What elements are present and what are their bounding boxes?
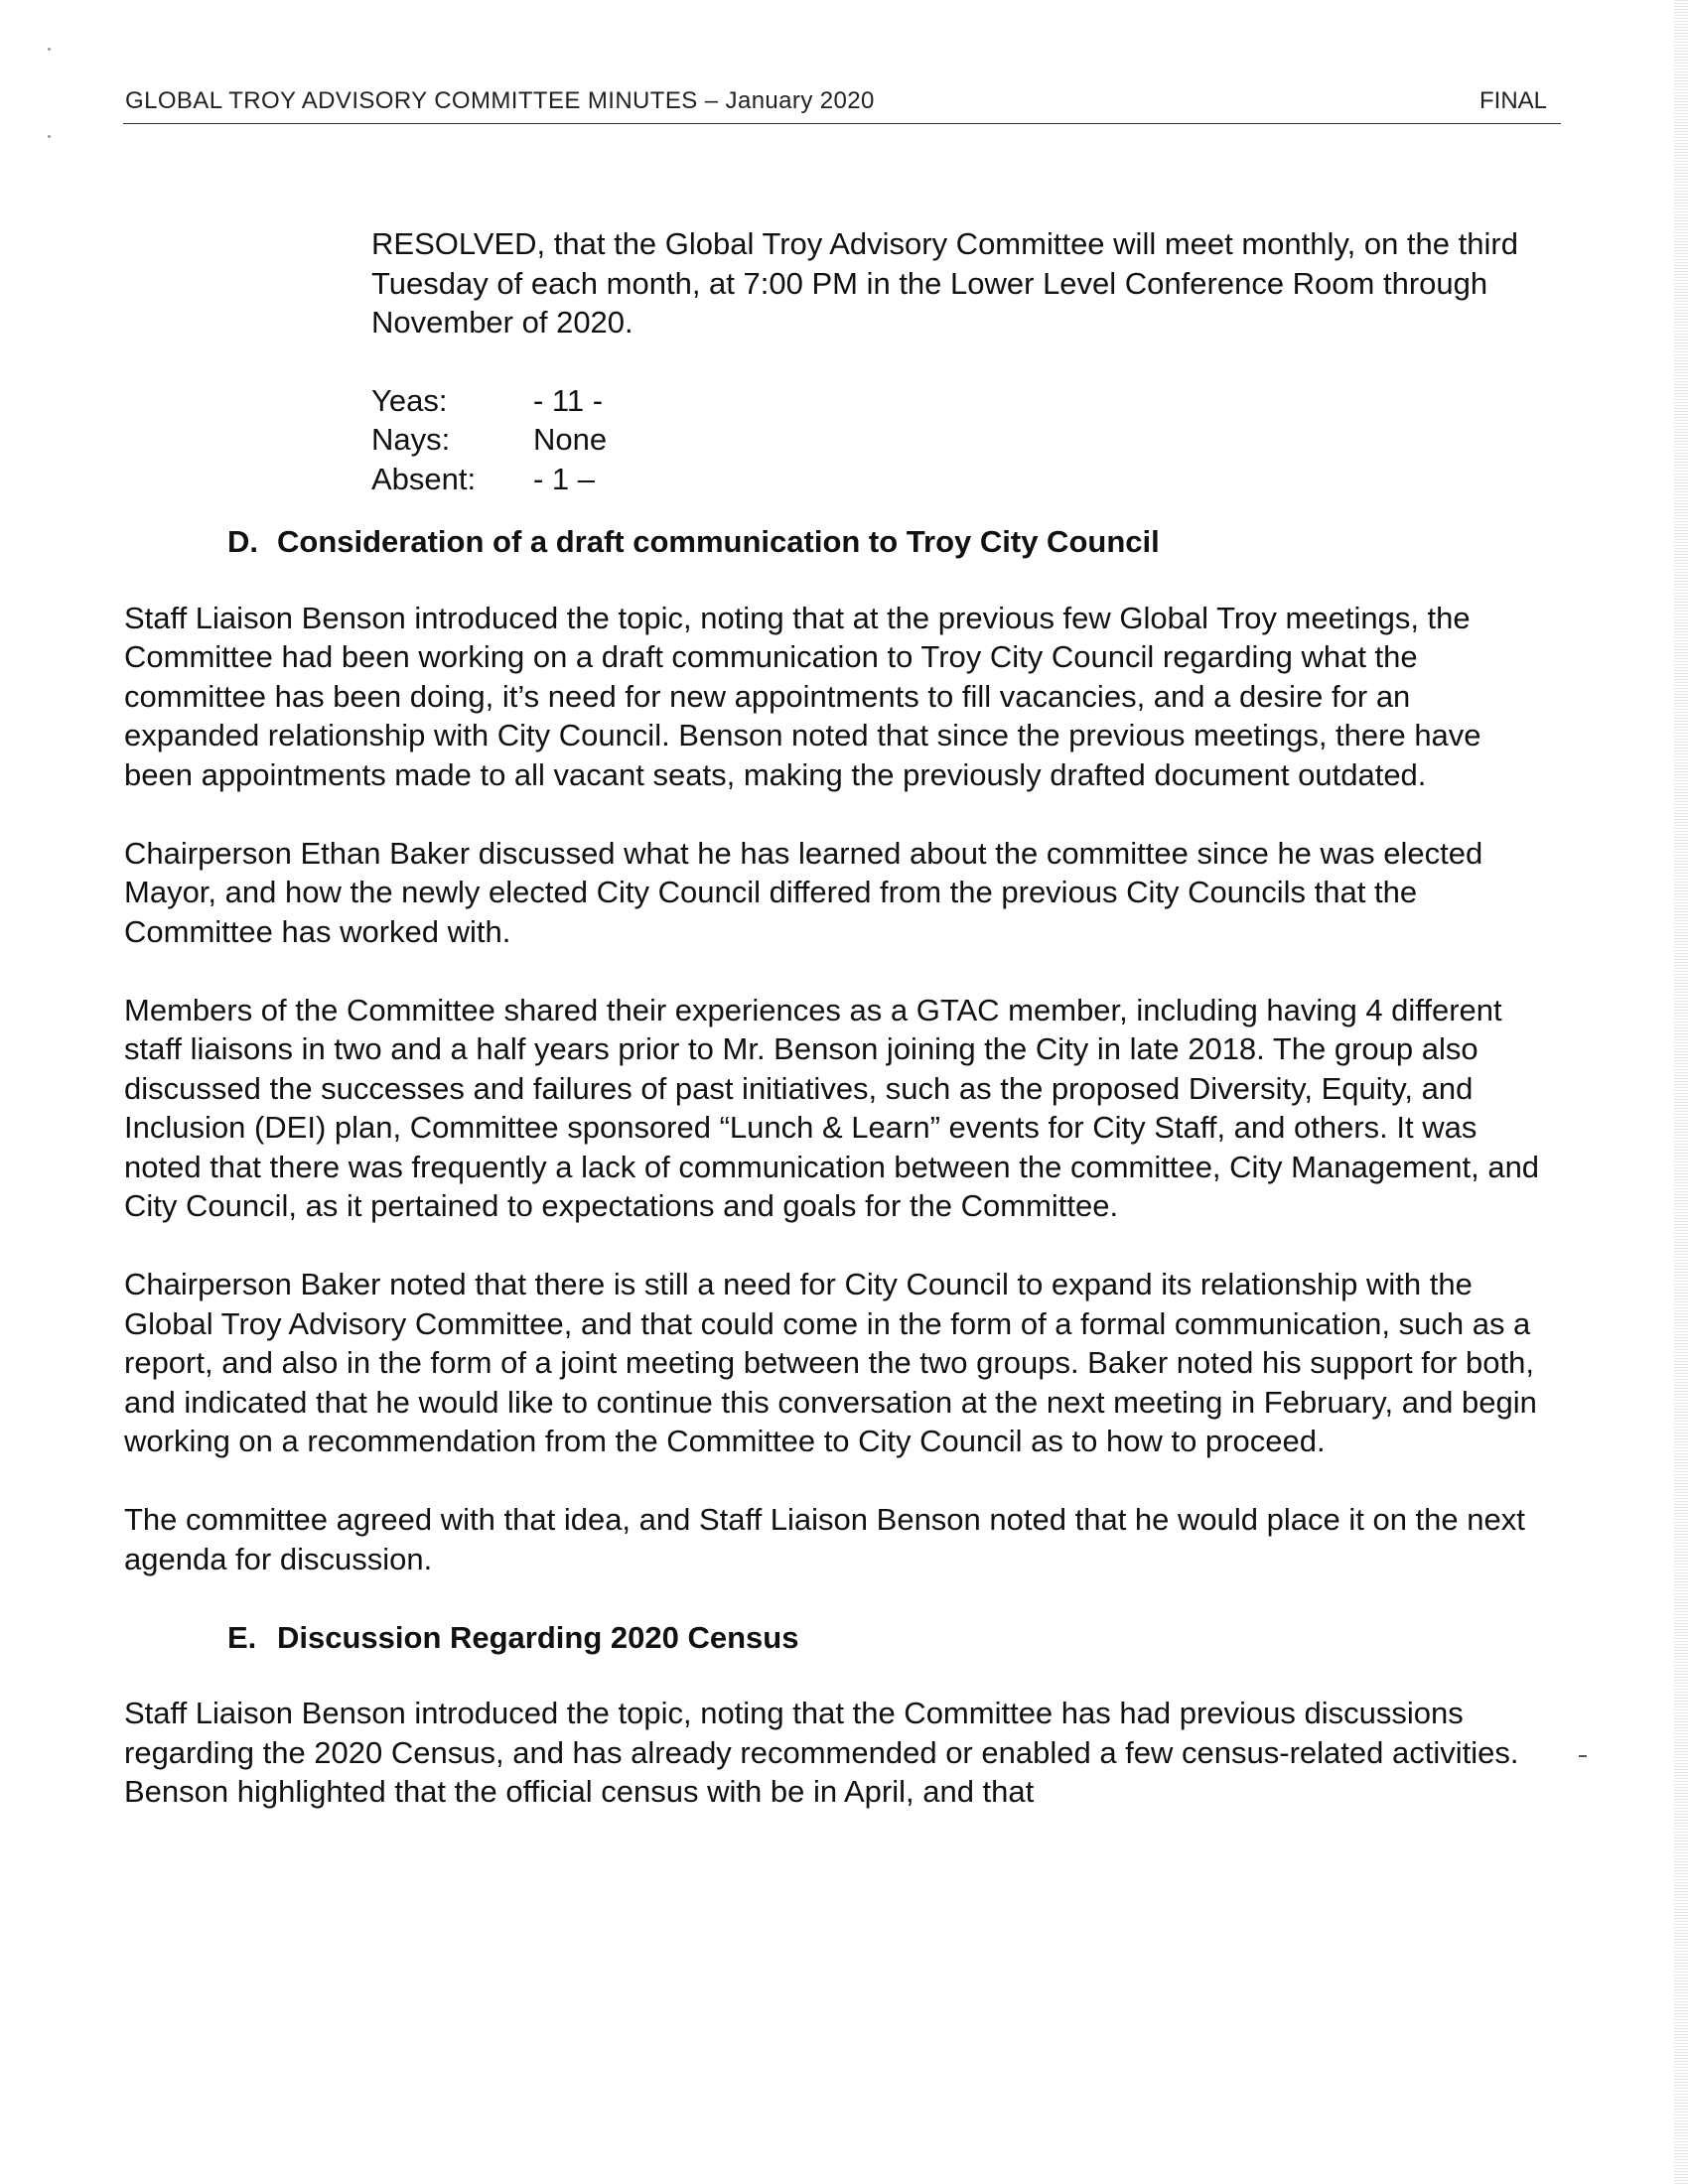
page-header (123, 85, 1561, 124)
document-body (124, 224, 1554, 1850)
vote-row-absent (371, 460, 1554, 499)
section-letter: E. (227, 1619, 257, 1655)
resolution-text: RESOLVED, that the Global Troy Advisory Committee will meet monthly, on the third Tuesday of each month, at 7:00 PM in the Lower Level Conference Room through November of 2020. (371, 226, 1518, 340)
scan-speck (48, 48, 51, 51)
paragraph: Chairperson Baker noted that there is still a need for City Council to expand its relationship with the Global Troy Advisory Committee, and that could come in the form of a formal communication, such as a report, and also in the form of a joint meeting between the two groups. Baker noted his support for both, and indicated that he would like to continue this conversation at the next meeting in February, and begin working on a recommendation from the Committee to City Council as to how to proceed. (124, 1267, 1537, 1458)
header-status: FINAL (1478, 87, 1547, 114)
vote-value: - 1 – (533, 461, 596, 496)
section-heading-d (227, 522, 1554, 562)
vote-row-nays (371, 420, 1554, 460)
vote-label: Yeas: (371, 382, 448, 418)
section-title: Consideration of a draft communication to Troy City Council (277, 524, 1160, 559)
section-heading-e (227, 1618, 1554, 1658)
paragraph: Members of the Committee shared their experiences as a GTAC member, including having 4 different staff liaisons in two and a half years prior to Mr. Benson joining the City in late 2018. The group also discussed the successes and failures of past initiatives, such as the proposed Diversity, Equity, and Inclusion (DEI) plan, Committee sponsored “Lunch & Learn” events for City Staff, and others. It was noted that there was frequently a lack of communication between the committee, City Management, and City Council, as it pertained to expectations and goals for the Committee. (124, 992, 1540, 1223)
scan-speck (48, 135, 51, 138)
vote-value: None (533, 422, 608, 457)
paragraph: Chairperson Ethan Baker discussed what he has learned about the committee since he was elected Mayor, and how the newly elected City Council differed from the previous City Councils that the Committee has worked with. (124, 835, 1483, 949)
section-letter: D. (227, 524, 258, 559)
vote-tally (371, 381, 1554, 499)
paragraph: The committee agreed with that idea, and Staff Liaison Benson noted that he would place it on the next agenda for discussion. (124, 1502, 1525, 1576)
paragraph: Staff Liaison Benson introduced the topic, noting that the Committee has had previous discussions regarding the 2020 Census, and has already recommended or enabled a few census-related activities. Benson highlighted that the official census with be in April, and that (124, 1696, 1519, 1809)
vote-label: Absent: (371, 461, 477, 496)
paragraph: Staff Liaison Benson introduced the topic, noting that at the previous few Global Troy meetings, the Committee had been working on a draft communication to Troy City Council regarding what the committee has been doing, it’s need for new appointments to fill vacancies, and a desire for an expanded relationship with City Council. Benson noted that since the previous meetings, there have been appointments made to all vacant seats, making the previously drafted document outdated. (124, 600, 1481, 792)
scan-edge-artifact (1674, 0, 1688, 2184)
vote-row-yeas (371, 381, 1554, 421)
header-title: GLOBAL TROY ADVISORY COMMITTEE MINUTES – January 2020 (125, 87, 875, 114)
vote-label: Nays: (371, 422, 451, 457)
section-title: Discussion Regarding 2020 Census (277, 1619, 799, 1655)
scan-mark (1579, 1755, 1587, 1757)
vote-value: - 11 - (533, 382, 604, 418)
